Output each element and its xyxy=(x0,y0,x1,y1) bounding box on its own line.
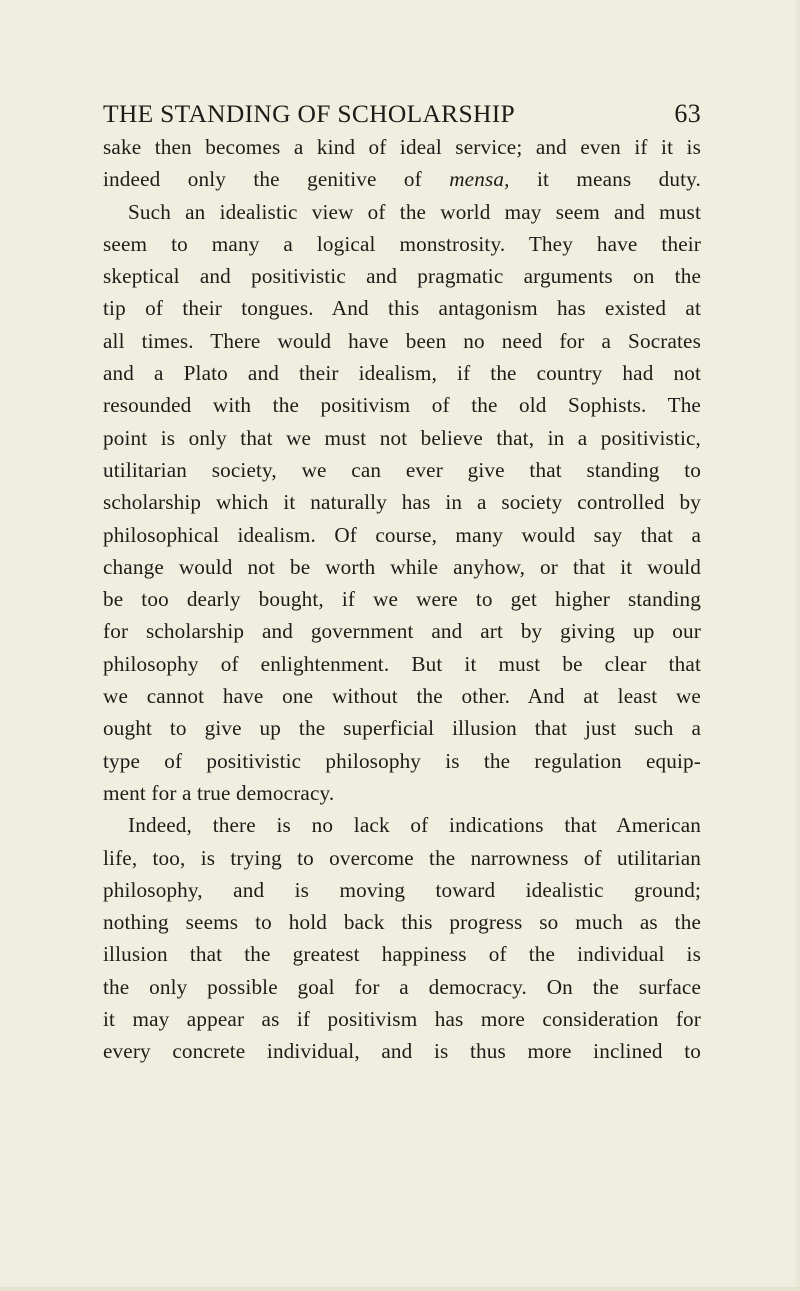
text-line: philosophy, and is moving toward idealistic ground; xyxy=(103,877,701,902)
italic-term: mensa, xyxy=(449,167,510,192)
page-edge-shadow xyxy=(794,0,800,1291)
text-line: life, too, is trying to overcome the narrowness of utilitarian xyxy=(103,845,701,870)
text-line: illusion that the greatest happiness of the individual is xyxy=(103,942,701,967)
running-head xyxy=(103,96,701,132)
page-bottom-edge xyxy=(0,1287,800,1291)
text-fragment: indeed only the genitive of xyxy=(103,167,422,192)
paragraph-start-line: Such an idealistic view of the world may seem and must xyxy=(128,199,701,224)
text-line: tip of their tongues. And this antagonism has existed at xyxy=(103,296,701,321)
text-line: ought to give up the superficial illusion that just such a xyxy=(103,716,701,741)
text-line: utilitarian society, we can ever give that standing to xyxy=(103,457,701,482)
text-line: for scholarship and government and art by giving up our xyxy=(103,619,701,644)
text-line: type of positivistic philosophy is the regulation equip- xyxy=(103,748,701,773)
text-line: we cannot have one without the other. And at least we xyxy=(103,684,701,709)
text-line: sake then becomes a kind of ideal service; and even if it is xyxy=(103,135,701,159)
paragraph-start-line: Indeed, there is no lack of indications that American xyxy=(128,813,701,838)
text-line: be too dearly bought, if we were to get higher standing xyxy=(103,587,701,612)
text-line: point is only that we must not believe that, in a positivistic, xyxy=(103,425,701,450)
text-line: seem to many a logical monstrosity. They have their xyxy=(103,231,701,256)
running-title: THE STANDING OF SCHOLARSHIP xyxy=(103,99,515,128)
text-line: scholarship which it naturally has in a society controlled by xyxy=(103,490,701,515)
text-line: all times. There would have been no need for a Socrates xyxy=(103,328,701,353)
text-line: skeptical and positivistic and pragmatic arguments on the xyxy=(103,264,701,289)
text-fragment: it means duty. xyxy=(536,167,701,192)
text-line: philosophy of enlightenment. But it must be clear that xyxy=(103,651,701,676)
text-line: the only possible goal for a democracy. On the surface xyxy=(103,974,701,999)
paragraph-end-line: ment for a true democracy. xyxy=(103,780,335,805)
text-line: nothing seems to hold back this progress so much as the xyxy=(103,910,701,935)
text-line: resounded with the positivism of the old Sophists. The xyxy=(103,393,701,418)
text-line: and a Plato and their idealism, if the country had not xyxy=(103,361,701,386)
page-number: 63 xyxy=(674,99,701,128)
text-line xyxy=(103,163,701,195)
text-line: change would not be worth while anyhow, or that it would xyxy=(103,554,701,579)
text-line: it may appear as if positivism has more consideration for xyxy=(103,1007,701,1032)
body-text xyxy=(103,131,701,1068)
text-line: philosophical idealism. Of course, many would say that a xyxy=(103,522,701,547)
text-line: every concrete individual, and is thus more inclined to xyxy=(103,1039,701,1064)
